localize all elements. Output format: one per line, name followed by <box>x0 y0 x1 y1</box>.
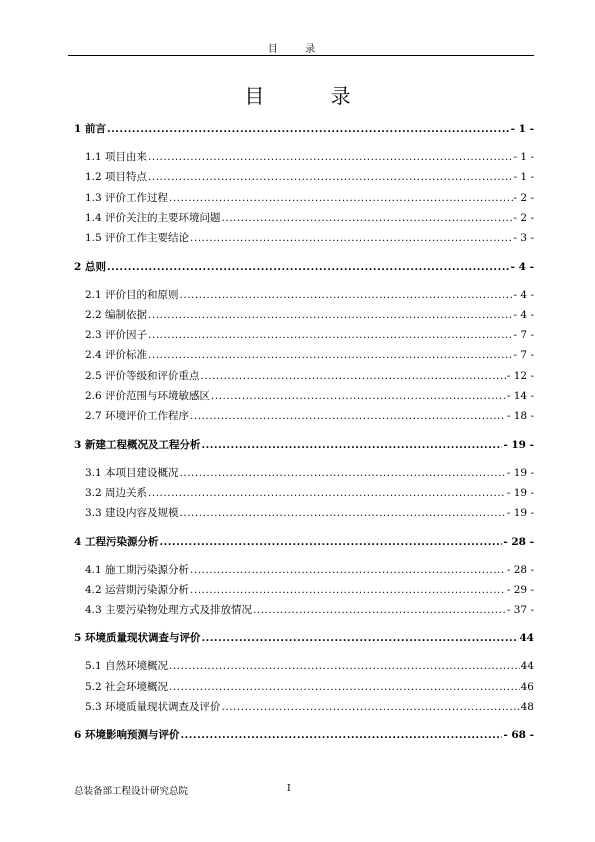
toc-entry-page: - 28 - <box>506 563 534 576</box>
toc-chapter-entry[interactable] <box>74 532 534 552</box>
toc-entry-label: 1 前言 <box>74 123 106 135</box>
toc-dot-leader <box>107 257 510 277</box>
toc-chapter-entry[interactable] <box>74 725 534 745</box>
toc-entry-label: 4.2 运营期污染源分析 <box>85 583 190 596</box>
toc-section-entry[interactable] <box>74 600 534 620</box>
toc-section-entry[interactable] <box>74 580 534 600</box>
toc-dot-leader <box>169 188 513 208</box>
toc-dot-leader <box>201 366 506 386</box>
toc-entry-page: 44 <box>520 660 534 673</box>
footer-page-number: I <box>287 783 291 794</box>
toc-entry-page: - 3 - <box>513 232 534 245</box>
toc-entry-page: - 2 - <box>513 211 534 224</box>
toc-entry-label: 1.5 评价工作主要结论 <box>85 232 190 245</box>
toc-section-entry[interactable] <box>74 697 534 717</box>
page-title: 目 录 <box>244 84 381 108</box>
toc-dot-leader <box>107 119 510 139</box>
toc-section-entry[interactable] <box>74 386 534 406</box>
toc-section-entry[interactable] <box>74 285 534 305</box>
toc-chapter-entry[interactable] <box>74 435 534 455</box>
toc-entry-label: 2.4 评价标准 <box>85 349 148 362</box>
toc-entry-page: - 1 - <box>513 171 534 184</box>
toc-section-entry[interactable] <box>74 228 534 248</box>
toc-entry-page: - 4 - <box>510 260 534 273</box>
toc-dot-leader <box>201 628 518 648</box>
toc-section-entry[interactable] <box>74 503 534 523</box>
toc-entry-label: 2.6 评价范围与环境敏感区 <box>85 390 211 402</box>
toc-dot-leader <box>169 677 520 697</box>
toc-entry-label: 6 环境影响预测与评价 <box>74 729 180 742</box>
toc-entry-label: 5.2 社会环境概况 <box>85 680 169 693</box>
toc-entry-label: 2.7 环境评价工作程序 <box>85 410 190 423</box>
running-header: 目 录 <box>267 44 328 55</box>
toc-dot-leader <box>159 532 502 552</box>
toc-section-entry[interactable] <box>74 147 534 167</box>
toc-entry-label: 5.3 环境质量现状调查及评价 <box>85 701 221 713</box>
toc-chapter-entry[interactable] <box>74 119 534 139</box>
toc-entry-page: - 7 - <box>513 349 534 362</box>
toc-entry-page: - 1 - <box>510 123 534 135</box>
toc-dot-leader <box>148 305 513 325</box>
toc-entry-label: 4.1 施工期污染源分析 <box>85 563 190 576</box>
toc-entry-label: 1.1 项目由来 <box>85 151 148 163</box>
toc-entry-page: - 14 - <box>506 390 534 402</box>
toc-entry-page: - 2 - <box>513 191 534 204</box>
toc-entry-page: - 12 - <box>506 369 534 382</box>
toc-dot-leader <box>180 725 502 745</box>
toc-dot-leader <box>201 435 502 455</box>
toc-section-entry[interactable] <box>74 560 534 580</box>
toc-entry-label: 5 环境质量现状调查与评价 <box>74 632 201 645</box>
toc-entry-label: 3.1 本项目建设概况 <box>85 466 179 479</box>
toc-dot-leader <box>148 345 513 365</box>
toc-entry-label: 2.2 编制依据 <box>85 308 148 321</box>
toc-section-entry[interactable] <box>74 463 534 483</box>
toc-dot-leader <box>169 656 520 676</box>
toc-entry-page: - 7 - <box>513 329 534 342</box>
toc-entry-page: - 29 - <box>506 583 534 596</box>
toc-entry-label: 1.3 评价工作过程 <box>85 191 169 204</box>
toc-entry-label: 4.3 主要污染物处理方式及排放情况 <box>85 604 253 617</box>
toc-dot-leader <box>190 406 506 426</box>
toc-entry-page: 48 <box>520 701 534 713</box>
toc-dot-leader <box>180 503 506 523</box>
toc-dot-leader <box>211 386 506 406</box>
toc-dot-leader <box>148 483 506 503</box>
toc-entry-page: - 1 - <box>513 151 534 163</box>
toc-entry-page: - 19 - <box>506 486 534 499</box>
toc-section-entry[interactable] <box>74 366 534 386</box>
toc-section-entry[interactable] <box>74 483 534 503</box>
toc-section-entry[interactable] <box>74 167 534 187</box>
toc-section-entry[interactable] <box>74 656 534 676</box>
footer-organization: 总装备部工程设计研究总院 <box>74 786 189 797</box>
toc-section-entry[interactable] <box>74 345 534 365</box>
toc-dot-leader <box>180 285 513 305</box>
toc-dot-leader <box>190 580 506 600</box>
toc-entry-label: 2.1 评价目的和原则 <box>85 288 179 301</box>
toc-dot-leader <box>190 228 513 248</box>
toc-chapter-entry[interactable] <box>74 628 534 648</box>
toc-entry-page: - 19 - <box>506 466 534 479</box>
toc-dot-leader <box>148 147 513 167</box>
toc-section-entry[interactable] <box>74 188 534 208</box>
toc-entry-page: - 4 - <box>513 288 534 301</box>
toc-entry-label: 3 新建工程概况及工程分析 <box>74 438 201 451</box>
toc-entry-label: 2 总则 <box>74 260 106 273</box>
toc-section-entry[interactable] <box>74 406 534 426</box>
toc-entry-page: - 18 - <box>506 410 534 423</box>
toc-section-entry[interactable] <box>74 677 534 697</box>
toc-dot-leader <box>148 167 513 187</box>
toc-chapter-entry[interactable] <box>74 257 534 277</box>
toc-entry-page: 44 <box>519 632 534 645</box>
toc-dot-leader <box>148 325 513 345</box>
header-rule <box>68 55 534 56</box>
toc-entry-page: - 19 - <box>506 507 534 520</box>
toc-entry-label: 2.3 评价因子 <box>85 329 148 342</box>
toc-dot-leader <box>253 600 506 620</box>
toc-dot-leader <box>222 208 513 228</box>
toc-dot-leader <box>190 560 506 580</box>
toc-entry-label: 5.1 自然环境概况 <box>85 660 169 673</box>
toc-entry-page: - 19 - <box>503 438 534 451</box>
toc-entry-page: - 4 - <box>513 308 534 321</box>
toc-entry-page: 46 <box>520 680 534 693</box>
toc-entry-label: 2.5 评价等级和评价重点 <box>85 369 200 382</box>
toc-entry-label: 1.2 项目特点 <box>85 171 148 184</box>
toc-entry-label: 3.2 周边关系 <box>85 486 148 499</box>
toc-section-entry[interactable] <box>74 305 534 325</box>
toc-entry-label: 4 工程污染源分析 <box>74 535 159 548</box>
toc-entry-page: - 68 - <box>503 729 534 742</box>
toc-dot-leader <box>180 463 506 483</box>
toc-entry-label: 3.3 建设内容及规模 <box>85 507 179 520</box>
toc-entry-page: - 37 - <box>506 604 534 617</box>
toc-entry-label: 1.4 评价关注的主要环境问题 <box>85 211 221 224</box>
toc-dot-leader <box>222 697 520 717</box>
toc-section-entry[interactable] <box>74 325 534 345</box>
toc-section-entry[interactable] <box>74 208 534 228</box>
toc-entry-page: - 28 - <box>503 535 534 548</box>
